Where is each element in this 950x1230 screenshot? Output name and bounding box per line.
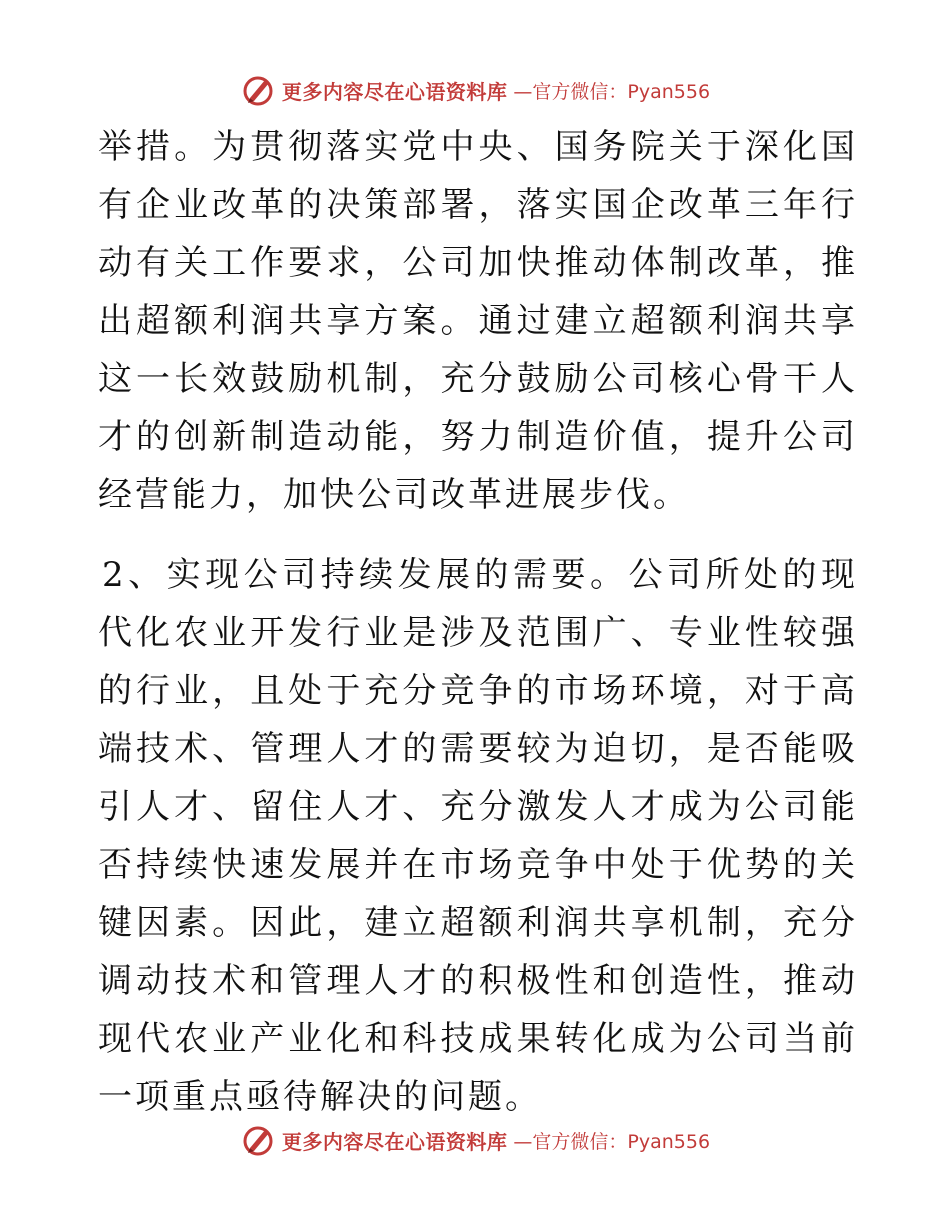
pen-circle-logo-icon — [240, 72, 276, 108]
paragraph-2: 2、实现公司持续发展的需要。公司所处的现代化农业开发行业是涉及范围广、专业性较强的行业，且处于充分竞争的市场环境，对于高端技术、管理人才的需要较为迫切，是否能吸引人才、留住人才、充分激发人才成为公司能否持续快速发展并在市场竞争中处于优势的关键因素。因此，建立超额利润共享机制，充分调动技术和管理人才的积极性和创造性，推动现代农业产业化和科技成果转化成为公司当前一项重点亟待解决的问题。 — [98, 555, 858, 1117]
footer-contact-text: —官方微信：Pyan556 — [513, 1130, 711, 1153]
header-banner — [0, 70, 950, 110]
pen-circle-logo-icon — [240, 1122, 276, 1158]
footer-brand-text: 更多内容尽在心语资料库 — [281, 1129, 508, 1154]
paragraph-1: 举措。为贯彻落实党中央、国务院关于深化国有企业改革的决策部署，落实国企改革三年行动有关工作要求，公司加快推动体制改革，推出超额利润共享方案。通过建立超额利润共享这一长效鼓励机制，充分鼓励公司核心骨干人才的创新制造动能，努力制造价值，提升公司经营能力，加快公司改革进展步伐。 — [98, 127, 858, 515]
footer-banner — [0, 1120, 950, 1160]
banner-brand-text: 更多内容尽在心语资料库 — [281, 79, 508, 104]
document-body — [98, 118, 858, 1126]
banner-contact-text: —官方微信：Pyan556 — [513, 80, 711, 103]
